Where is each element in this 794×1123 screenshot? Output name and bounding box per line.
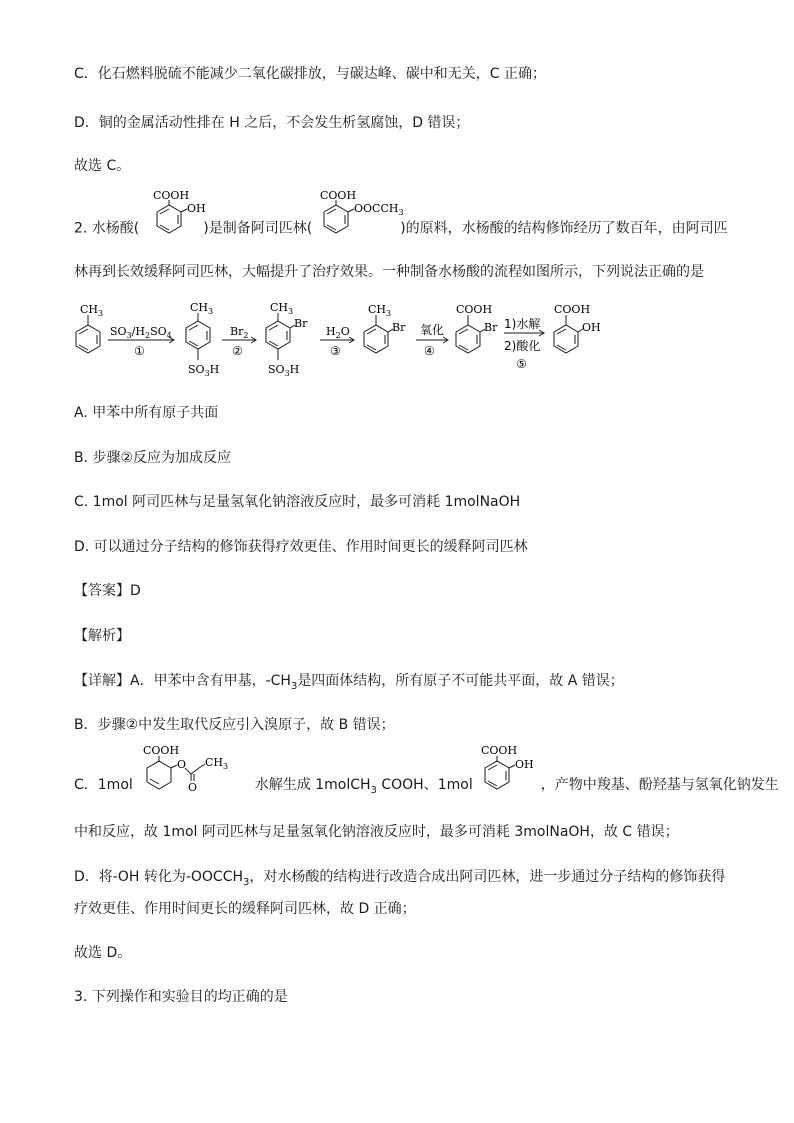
question-2-stem <box>74 189 728 246</box>
salicylic-acid-structure-drawing <box>473 744 541 818</box>
text: 故选 C。 <box>74 158 131 174</box>
aspirin-structure <box>312 189 404 261</box>
text: 故选 D。 <box>74 945 132 961</box>
answer-label: 【答案】 <box>74 583 130 599</box>
subscript: 3 <box>290 680 298 692</box>
step-5-label: ⑤ <box>516 357 527 371</box>
text: B．步骤②中发生取代反应引入溴原子，故 B 错误； <box>74 717 395 733</box>
answer-line <box>74 581 141 601</box>
cooh-label: COOH <box>480 744 517 757</box>
ch3-label: $CH_3$ <box>368 303 392 318</box>
text: 【解析】 <box>74 628 130 644</box>
option-c <box>74 492 520 512</box>
step-2-label: ② <box>232 344 243 358</box>
text: B. 步骤②反应为加成反应 <box>74 450 232 466</box>
step-4-label: ④ <box>424 344 435 358</box>
cooh-label: COOH <box>554 303 591 316</box>
ch3-label: $CH_3$ <box>80 303 104 318</box>
option-a <box>74 403 218 423</box>
br-label: Br <box>484 321 498 334</box>
prev-option-c-explanation <box>74 64 546 84</box>
q2-end: )的原料，水杨酸的结构修饰经历了数百年，由阿司匹 <box>400 220 728 237</box>
text: 3. 下列操作和实验目的均正确的是 <box>74 989 288 1005</box>
choose-line <box>74 943 131 963</box>
cooh-label: COOH <box>142 744 179 757</box>
reagent-5a-label: 1)水解 <box>504 317 541 331</box>
detail-c <box>74 744 779 804</box>
option-b <box>74 448 231 468</box>
text: 林再到长效缓释阿司匹林，大幅提升了治疗效果。一种制备水杨酸的流程如图所示，下列说法正确的是 <box>74 264 704 280</box>
cooh-label: COOH <box>153 189 190 202</box>
answer-value: D <box>130 583 141 599</box>
reagent-5b-label: 2)酸化 <box>504 339 541 353</box>
br-label: Br <box>294 317 308 330</box>
ch3-label: $CH_3$ <box>190 301 214 316</box>
oh-label: OH <box>514 758 534 771</box>
cooh-label: COOH <box>456 303 493 316</box>
detail-d-line-2 <box>74 899 416 919</box>
text: C．化石燃料脱硫不能减少二氧化碳排放，与碳达峰、碳中和无关，C 正确； <box>74 66 546 82</box>
text: ，对水杨酸的结构进行改造合成出阿司匹林，进一步通过分子结构的修饰获得 <box>249 869 726 885</box>
detail-c-line-2 <box>74 822 679 842</box>
text: C. 1mol 阿司匹林与足量氢氧化钠溶液反应时，最多可消耗 1molNaOH <box>74 494 521 510</box>
subscript: 3 <box>243 876 250 888</box>
text: ，产物中羧基、酚羟基与氢氧化钠发生 <box>540 777 779 793</box>
oh-label: OH <box>187 202 206 215</box>
br-label: Br <box>392 321 406 334</box>
text: A. 甲苯中所有原子共面 <box>74 405 219 421</box>
o-label: O <box>176 758 186 771</box>
ooccch3-label: $OOCCH_3$ <box>354 202 404 217</box>
text: D．将-OH 转化为-OOCCH <box>74 869 243 885</box>
text: C．1mol <box>74 777 133 793</box>
reagent-1-label: $SO_3/H_2SO_4$ <box>110 325 172 340</box>
oh-label: OH <box>582 321 601 334</box>
detail-a <box>74 671 624 697</box>
cooh-label: COOH <box>320 189 357 202</box>
text: COOH、1mol <box>376 777 473 793</box>
text: D. 可以通过分子结构的修饰获得疗效更佳、作用时间更长的缓释阿司匹林 <box>74 539 528 555</box>
so3h-label: $SO_3H$ <box>188 363 220 378</box>
q2-middle: )是制备阿司匹林( <box>203 220 313 237</box>
text: 中和反应，故 1mol 阿司匹林与足量氢氧化钠溶液反应时，最多可消耗 3molNaOH，故 C 错误； <box>74 824 679 840</box>
so3h-label: $SO_3H$ <box>268 363 300 378</box>
reagent-4-label: 氧化 <box>420 323 445 337</box>
ch3-label: $CH_3$ <box>204 756 228 771</box>
analysis-label <box>74 626 130 646</box>
text: D．铜的金属活动性排在 H 之后，不会发生析氢腐蚀，D 错误； <box>74 115 470 131</box>
question-3-stem <box>74 987 288 1007</box>
reagent-3-label: $H_2O$ <box>326 325 350 340</box>
option-d <box>74 537 528 557</box>
text: 【详解】A．甲苯中含有甲基，-CH <box>74 673 291 689</box>
salicylic-acid-structure <box>139 189 206 261</box>
ch3-label: $CH_3$ <box>270 301 294 316</box>
detail-d <box>74 867 725 893</box>
text: 是四面体结构，所有原子不可能共平面，故 A 错误； <box>297 673 624 689</box>
text: 疗效更佳、作用时间更长的缓释阿司匹林，故 D 正确； <box>74 901 416 917</box>
o-label: O <box>187 781 197 794</box>
reaction-flow-diagram <box>70 298 630 388</box>
question-2-stem-line-2 <box>74 262 704 282</box>
detail-b <box>74 715 395 735</box>
prev-choose-line <box>74 156 130 176</box>
q2-prefix: 2. 水杨酸( <box>74 220 140 237</box>
step-1-label: ① <box>134 344 145 358</box>
prev-option-d-explanation <box>74 113 469 133</box>
aspirin-structure-drawing <box>133 744 255 818</box>
step-3-label: ③ <box>330 344 341 358</box>
subscript: 3 <box>370 784 377 796</box>
reagent-2-label: $Br_2$ <box>230 325 249 340</box>
text: 水解生成 1molCH <box>254 777 371 793</box>
